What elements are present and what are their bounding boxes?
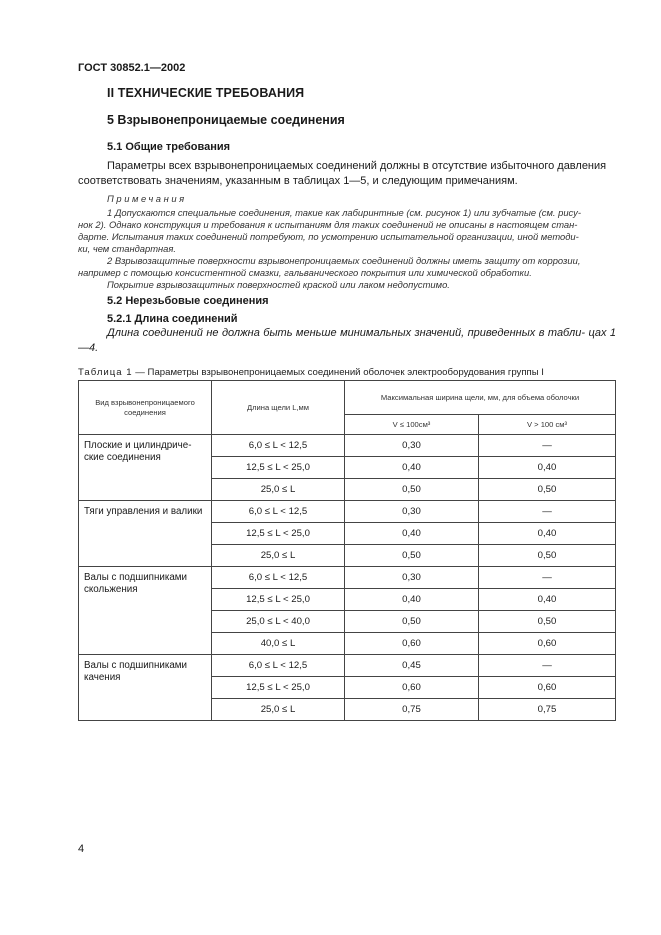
gap-length-cell: 6,0 ≤ L < 12,5 — [212, 655, 345, 677]
gap-width-large-cell: 0,75 — [479, 699, 616, 721]
joint-type-cell: Тяги управления и валики — [79, 501, 212, 567]
gap-width-small-cell: 0,60 — [345, 633, 479, 655]
parameters-table — [78, 380, 616, 721]
note-2-line: например с помощью консистентной смазки, гальванического покрытия или химической обработки. — [78, 267, 532, 278]
joint-type-cell: Плоские и цилиндриче-ские соединения — [79, 435, 212, 501]
header-gap-length: Длина щели L,мм — [212, 381, 345, 435]
note-1-line: дарте. Испытания таких соединений потребуют, по усмотрению испытательной организации, иной методи- — [78, 231, 579, 242]
gap-width-large-cell: — — [479, 567, 616, 589]
header-volume-small: V ≤ 100см³ — [345, 415, 479, 435]
gap-width-small-cell: 0,50 — [345, 545, 479, 567]
heading-5-1: 5.1 Общие требования — [107, 141, 231, 153]
table-row — [79, 567, 616, 589]
gap-width-large-cell: 0,40 — [479, 589, 616, 611]
gap-width-large-cell: 0,60 — [479, 633, 616, 655]
gap-width-large-cell: 0,50 — [479, 479, 616, 501]
gap-width-small-cell: 0,40 — [345, 589, 479, 611]
gap-width-large-cell: — — [479, 655, 616, 677]
gap-width-small-cell: 0,45 — [345, 655, 479, 677]
header-joint-type: Вид взрывонепроницаемого соединения — [79, 381, 212, 435]
note-1-line: ки, чем стандартная. — [78, 243, 177, 254]
section-title: II ТЕХНИЧЕСКИЕ ТРЕБОВАНИЯ — [107, 86, 305, 100]
table-row — [79, 501, 616, 523]
paragraph-line: соответствовать значениям, указанным в таблицах 1—5, и следующим примечаниям. — [78, 174, 518, 187]
gap-length-cell: 12,5 ≤ L < 25,0 — [212, 523, 345, 545]
gap-length-cell: 25,0 ≤ L — [212, 479, 345, 501]
note-1-line: 1 Допускаются специальные соединения, такие как лабиринтные (см. рисунок 1) или зубчатые (см. рису- — [107, 207, 581, 218]
table-caption-label: Таблица 1 — [78, 367, 133, 378]
document-code: ГОСТ 30852.1—2002 — [78, 62, 186, 74]
table-caption — [78, 367, 544, 378]
table-body — [79, 435, 616, 721]
gap-width-large-cell: — — [479, 435, 616, 457]
joint-type-cell: Валы с подшипниками скольжения — [79, 567, 212, 655]
gap-width-small-cell: 0,50 — [345, 611, 479, 633]
gap-length-cell: 40,0 ≤ L — [212, 633, 345, 655]
heading-5-2-1: 5.2.1 Длина соединений — [107, 313, 238, 325]
paragraph-line: Параметры всех взрывонепроницаемых соединений должны в отсутствие избыточного давления — [107, 160, 607, 172]
note-2-line: 2 Взрывозащитные поверхности взрывонепроницаемых соединений должны иметь защиту от коррозии, — [107, 255, 581, 266]
gap-width-large-cell: 0,50 — [479, 611, 616, 633]
notes-heading: Примечания — [107, 193, 187, 204]
gap-length-cell: 25,0 ≤ L — [212, 699, 345, 721]
gap-length-cell: 6,0 ≤ L < 12,5 — [212, 501, 345, 523]
paragraph-general — [78, 159, 616, 188]
gap-width-large-cell: 0,40 — [479, 523, 616, 545]
table-row — [79, 435, 616, 457]
gap-width-small-cell: 0,30 — [345, 501, 479, 523]
note-1-line: нок 2). Однако конструкция и требования к испытаниям для таких соединений не описаны в настоящем стан- — [78, 219, 578, 230]
gap-width-large-cell: — — [479, 501, 616, 523]
gap-length-cell: 6,0 ≤ L < 12,5 — [212, 435, 345, 457]
heading-5-2: 5.2 Нерезьбовые соединения — [107, 295, 269, 307]
notes-block — [78, 207, 616, 291]
paragraph-line: цах 1—4. — [78, 327, 617, 354]
gap-length-cell: 25,0 ≤ L — [212, 545, 345, 567]
gap-width-small-cell: 0,40 — [345, 457, 479, 479]
gap-width-small-cell: 0,75 — [345, 699, 479, 721]
header-volume-large: V > 100 см³ — [479, 415, 616, 435]
table-row — [79, 655, 616, 677]
paragraph-line: Длина соединений не должна быть меньше минимальных значений, приведенных в табли- — [107, 327, 585, 339]
gap-length-cell: 12,5 ≤ L < 25,0 — [212, 457, 345, 479]
gap-width-small-cell: 0,30 — [345, 567, 479, 589]
gap-length-cell: 25,0 ≤ L < 40,0 — [212, 611, 345, 633]
paragraph-length — [78, 326, 616, 356]
gap-width-large-cell: 0,60 — [479, 677, 616, 699]
note-2-line: Покрытие взрывозащитных поверхностей краской или лаком недопустимо. — [107, 279, 450, 290]
gap-width-small-cell: 0,40 — [345, 523, 479, 545]
gap-width-small-cell: 0,30 — [345, 435, 479, 457]
gap-length-cell: 12,5 ≤ L < 25,0 — [212, 677, 345, 699]
gap-length-cell: 12,5 ≤ L < 25,0 — [212, 589, 345, 611]
page-number: 4 — [78, 843, 85, 855]
gap-width-large-cell: 0,40 — [479, 457, 616, 479]
gap-width-large-cell: 0,50 — [479, 545, 616, 567]
joint-type-cell: Валы с подшипниками качения — [79, 655, 212, 721]
gap-width-small-cell: 0,60 — [345, 677, 479, 699]
heading-5: 5 Взрывонепроницаемые соединения — [107, 113, 345, 127]
table-caption-text: — Параметры взрывонепроницаемых соединений оболочек электрооборудования группы I — [132, 367, 544, 378]
header-max-gap-width: Максимальная ширина щели, мм, для объема оболочки — [345, 381, 616, 415]
gap-length-cell: 6,0 ≤ L < 12,5 — [212, 567, 345, 589]
gap-width-small-cell: 0,50 — [345, 479, 479, 501]
